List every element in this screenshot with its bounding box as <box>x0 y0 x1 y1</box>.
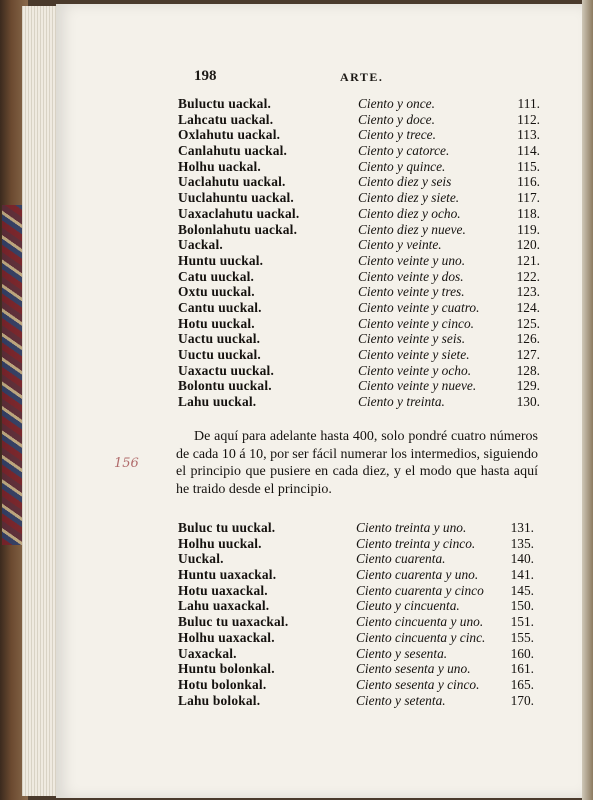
table-row <box>178 237 540 253</box>
maya-term: Uuclahuntu uackal. <box>178 190 294 206</box>
maya-term: Catu uuckal. <box>178 268 255 284</box>
table-row <box>178 551 540 567</box>
table-row <box>178 159 540 175</box>
explanatory-paragraph <box>176 428 538 498</box>
maya-term: Lahu uaxackal. <box>178 598 270 614</box>
spanish-term: Ciento veinte y dos. <box>358 268 464 284</box>
page-edges <box>22 6 59 796</box>
running-head: ARTE. <box>340 70 384 84</box>
numeral: 121. <box>516 252 540 268</box>
table-row <box>178 536 540 552</box>
numeral: 118. <box>517 205 540 221</box>
table-row <box>178 394 540 410</box>
numeral: 140. <box>510 551 534 567</box>
numeral: 116. <box>517 174 540 190</box>
spanish-term: Ciento veinte y ocho. <box>358 362 472 378</box>
maya-term: Huntu bolonkal. <box>178 661 275 677</box>
maya-term: Uackal. <box>178 237 223 253</box>
spanish-term: Ciento y setenta. <box>356 692 446 708</box>
table-row <box>178 143 540 159</box>
numeral: 124. <box>516 299 540 315</box>
numeral: 123. <box>516 284 540 300</box>
numeral: 160. <box>510 645 534 661</box>
maya-term: Uaxactu uuckal. <box>178 362 275 378</box>
spanish-term: Ciento y once. <box>358 96 435 111</box>
maya-term: Uaclahutu uackal. <box>178 174 286 190</box>
maya-term: Lahu bolokal. <box>178 692 261 708</box>
table-row <box>178 284 540 300</box>
numeral: 125. <box>516 315 540 331</box>
maya-term: Hotu uaxackal. <box>178 582 268 598</box>
numeral: 151. <box>510 614 534 630</box>
table-row <box>178 646 540 662</box>
numeral: 126. <box>516 331 540 347</box>
spanish-term: Ciento veinte y cuatro. <box>358 299 480 315</box>
table-row <box>178 347 540 363</box>
numeral: 122. <box>516 268 540 284</box>
table-row <box>178 378 540 394</box>
spanish-term: Ciento y quince. <box>358 158 446 174</box>
maya-term: Uuckal. <box>178 551 224 567</box>
maya-term: Oxlahutu uackal. <box>178 127 281 143</box>
maya-term: Buluc tu uaxackal. <box>178 614 289 630</box>
numeral: 131. <box>510 520 534 535</box>
numeral: 165. <box>510 676 534 692</box>
spanish-term: Ciento sesenta y cinco. <box>356 676 480 692</box>
spanish-term: Ciento veinte y cinco. <box>358 315 475 331</box>
spanish-term: Ciento y treinta. <box>358 394 445 410</box>
table-row <box>178 190 540 206</box>
numeral: 127. <box>516 347 540 362</box>
table-row <box>178 174 540 190</box>
table-row <box>178 127 540 143</box>
numeral: 141. <box>510 567 534 583</box>
paragraph-text: De aquí para adelante hasta 400, solo pondré cuatro números de cada 10 á 10, por ser fácil numerar los intermedios, siguiendo el principio que pusiere en cada diez, y el modo que hasta aquí he traido desde el principio. <box>176 429 538 497</box>
maya-term: Holhu uuckal. <box>178 535 262 551</box>
table-row <box>178 206 540 222</box>
spanish-term: Ciento cincuenta y cinc. <box>356 629 486 645</box>
spanish-term: Ciento cuarenta y uno. <box>356 567 479 583</box>
numeral: 145. <box>510 582 534 598</box>
numeral: 128. <box>516 362 540 378</box>
maya-term: Oxtu uuckal. <box>178 284 255 300</box>
spanish-term: Ciento y veinte. <box>358 237 442 253</box>
maya-term: Bolontu uuckal. <box>178 378 272 394</box>
numeral: 113. <box>517 127 540 143</box>
table-row <box>178 269 540 285</box>
table-row <box>178 331 540 347</box>
maya-term: Uaxaclahutu uackal. <box>178 205 300 221</box>
numeral: 155. <box>510 629 534 645</box>
page-header <box>194 68 534 90</box>
maya-term: Huntu uuckal. <box>178 252 264 268</box>
numeral-table-1 <box>178 96 540 410</box>
numeral: 135. <box>510 535 534 551</box>
spanish-term: Ciento veinte y siete. <box>358 347 470 362</box>
spanish-term: Ciento y trece. <box>358 127 436 143</box>
spanish-term: Ciento diez y nueve. <box>358 221 466 237</box>
spanish-term: Ciento cuarenta y cinco <box>356 582 484 598</box>
table-row <box>178 520 540 536</box>
maya-term: Buluctu uackal. <box>178 96 272 111</box>
spanish-term: Ciento y sesenta. <box>356 645 448 661</box>
table-row <box>178 598 540 614</box>
table-row <box>178 583 540 599</box>
spanish-term: Ciento veinte y tres. <box>358 284 465 300</box>
spanish-term: Ciento treinta y uno. <box>356 520 467 535</box>
spanish-term: Ciento y doce. <box>358 111 435 127</box>
numeral: 112. <box>517 111 540 127</box>
maya-term: Hotu uuckal. <box>178 315 255 331</box>
page-number: 198 <box>194 68 217 84</box>
maya-term: Cantu uuckal. <box>178 299 262 315</box>
numeral: 129. <box>516 378 540 394</box>
table-row <box>178 630 540 646</box>
table-row <box>178 363 540 379</box>
maya-term: Huntu uaxackal. <box>178 567 277 583</box>
numeral: 150. <box>510 598 534 614</box>
table-row <box>178 112 540 128</box>
maya-term: Lahcatu uackal. <box>178 111 274 127</box>
numeral: 120. <box>516 237 540 253</box>
handwritten-margin-note: 156 <box>114 456 139 471</box>
maya-term: Holhu uackal. <box>178 158 261 174</box>
numeral-table-2 <box>178 520 540 708</box>
spanish-term: Cieuto y cincuenta. <box>356 598 460 614</box>
spanish-term: Ciento veinte y seis. <box>358 331 466 347</box>
table-row <box>178 693 540 709</box>
table-row <box>178 316 540 332</box>
numeral: 130. <box>516 394 540 410</box>
spanish-term: Ciento cuarenta. <box>356 551 446 567</box>
spanish-term: Ciento treinta y cinco. <box>356 535 476 551</box>
numeral: 115. <box>517 158 540 174</box>
maya-term: Hotu bolonkal. <box>178 676 267 692</box>
table-row <box>178 253 540 269</box>
table-row <box>178 567 540 583</box>
table-row <box>178 661 540 677</box>
marbled-endpaper <box>2 205 22 545</box>
maya-term: Uuctu uuckal. <box>178 347 261 362</box>
page-right-edge <box>582 0 593 800</box>
table-row <box>178 677 540 693</box>
maya-term: Holhu uaxackal. <box>178 629 275 645</box>
numeral: 119. <box>517 221 540 237</box>
maya-term: Uactu uuckal. <box>178 331 261 347</box>
spanish-term: Ciento veinte y nueve. <box>358 378 477 394</box>
numeral: 161. <box>510 661 534 677</box>
numeral: 111. <box>517 96 540 111</box>
maya-term: Bolonlahutu uackal. <box>178 221 298 237</box>
spanish-term: Ciento cincuenta y uno. <box>356 614 484 630</box>
spanish-term: Ciento y catorce. <box>358 143 450 159</box>
spanish-term: Ciento sesenta y uno. <box>356 661 471 677</box>
maya-term: Uaxackal. <box>178 645 237 661</box>
table-row <box>178 222 540 238</box>
table-row <box>178 614 540 630</box>
numeral: 114. <box>517 143 540 159</box>
numeral: 170. <box>510 692 534 708</box>
maya-term: Buluc tu uuckal. <box>178 520 276 535</box>
spanish-term: Ciento diez y siete. <box>358 190 460 206</box>
spanish-term: Ciento diez y ocho. <box>358 205 461 221</box>
maya-term: Lahu uuckal. <box>178 394 257 410</box>
table-row <box>178 300 540 316</box>
spanish-term: Ciento veinte y uno. <box>358 252 466 268</box>
maya-term: Canlahutu uackal. <box>178 143 288 159</box>
table-row <box>178 96 540 112</box>
spanish-term: Ciento diez y seis <box>358 174 452 190</box>
numeral: 117. <box>517 190 540 206</box>
